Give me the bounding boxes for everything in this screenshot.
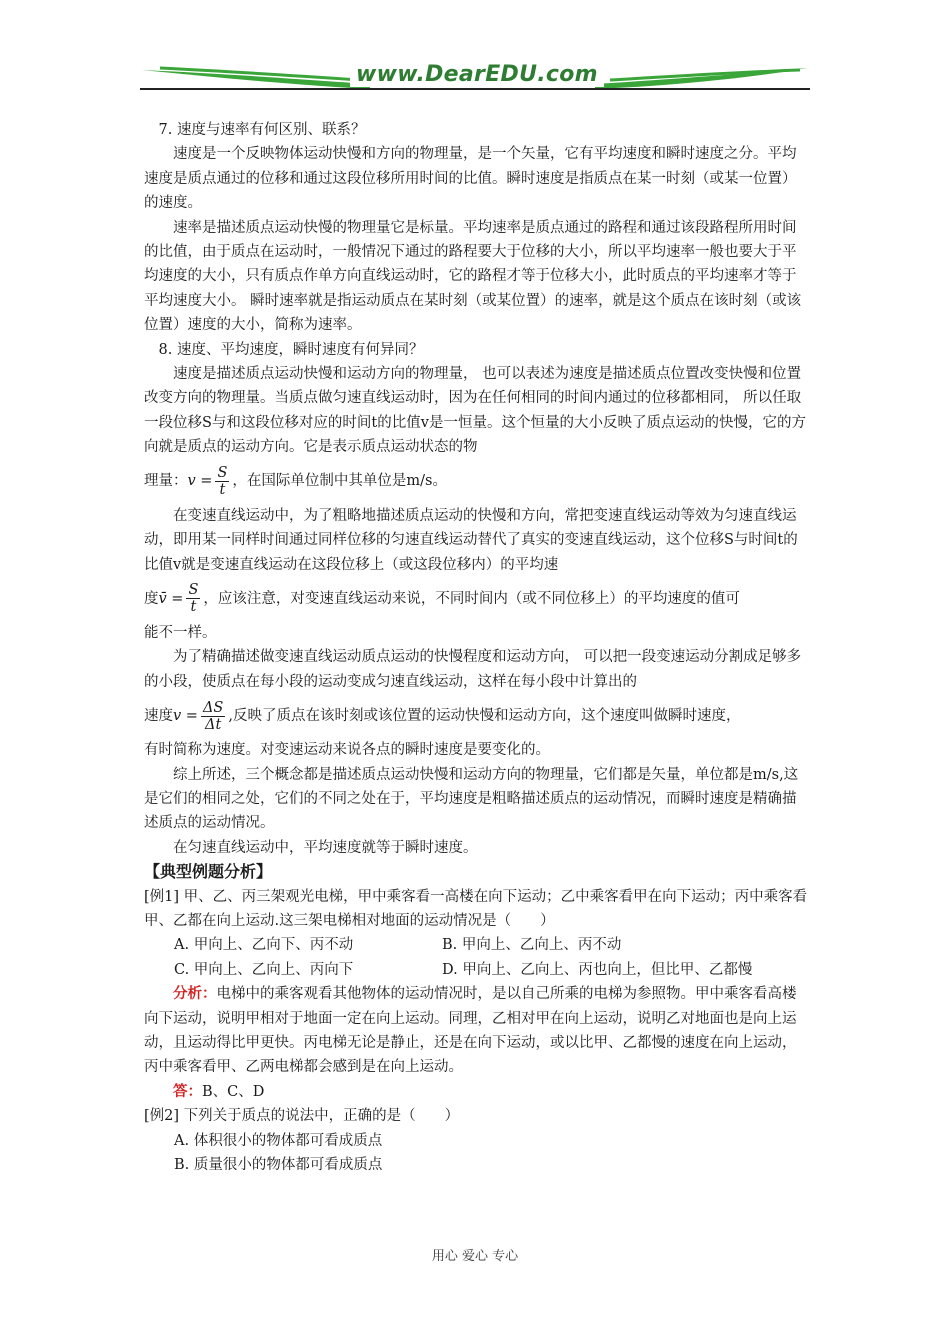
site-logo: www.DearEDU.com bbox=[350, 62, 604, 87]
formula-2-numerator: S bbox=[188, 582, 199, 599]
answer-text: B、C、D bbox=[202, 1083, 265, 1100]
example-1-option-a: A. 甲向上、乙向下、丙不动 bbox=[174, 937, 354, 954]
question-8-paragraph-4: 综上所述，三个概念都是描述质点运动快慢和运动方向的物理量，它们都是矢量，单位都是m/s,这是它们的相同之处，它们的不同之处在于，平均速度是粗略描述质点的运动情况，而瞬时速度是精确描述质点的运动情况。 bbox=[144, 766, 799, 832]
example-1-options-row-1 bbox=[144, 933, 808, 957]
formula-1-prefix: 理量： bbox=[144, 473, 188, 490]
question-8-paragraph-2: 在变速直线运动中，为了粗略地描述质点运动的快慢和方向，常把变速直线运动等效为匀速直线运动，即用某一同样时间通过同样位移的匀速直线运动替代了真实的变速直线运动，这个位移S与时间t的比值v就是变速直线运动在这段位移上（或这段位移内）的平均速 bbox=[144, 507, 798, 573]
formula-2-prefix: 度 bbox=[144, 590, 159, 607]
example-1-option-d: D. 甲向上、乙向上、丙也向上，但比甲、乙都慢 bbox=[442, 961, 753, 978]
formula-1-lhs: v = bbox=[187, 473, 213, 490]
question-8-paragraph-5: 在匀速直线运动中，平均速度就等于瞬时速度。 bbox=[173, 839, 478, 856]
example-2-option-b: B. 质量很小的物体都可看成质点 bbox=[174, 1157, 383, 1174]
formula-3-numerator: ΔS bbox=[202, 699, 224, 716]
answer-label: 答： bbox=[173, 1083, 202, 1100]
formula-2-suffix: ，应该注意，对变速直线运动来说，不同时间内（或不同位移上）的平均速度的值可 bbox=[203, 590, 740, 607]
formula-line-3 bbox=[144, 694, 808, 738]
formula-1-suffix: ，在国际单位制中其单位是m/s。 bbox=[232, 473, 447, 490]
example-1-option-c: C. 甲向上、乙向上、丙向下 bbox=[174, 961, 354, 978]
formula-line-2 bbox=[144, 577, 808, 621]
question-7-paragraph-1: 速度是一个反映物体运动快慢和方向的物理量，是一个矢量，它有平均速度和瞬时速度之分。平均速度是质点通过的位移和通过这段位移所用时间的比值。瞬时速度是指质点在某一时刻（或某一位置）的速度。 bbox=[144, 146, 797, 212]
formula-1-denominator: t bbox=[219, 482, 226, 499]
page-footer: 用心 爱心 专心 bbox=[431, 1249, 519, 1264]
example-1-option-b: B. 甲向上、乙向上、丙不动 bbox=[442, 937, 622, 954]
formula-3-lhs: v = bbox=[173, 707, 198, 724]
example-1-answer bbox=[144, 1080, 808, 1104]
formula-line-1 bbox=[144, 460, 808, 504]
question-8-paragraph-3-end: 有时简称为速度。对变速运动来说各点的瞬时速度是要变化的。 bbox=[144, 742, 550, 759]
page-header bbox=[140, 60, 810, 96]
question-8-paragraph-3: 为了精确描述做变速直线运动质点运动的快慢程度和运动方向， 可以把一段变速运动分割成足够多的小段，使质点在每小段的运动变成匀速直线运动，这样在每小段中计算出的 bbox=[144, 649, 802, 690]
analysis-label: 分析： bbox=[173, 986, 217, 1003]
example-1-stem: [例1] 甲、乙、丙三架观光电梯，甲中乘客看一高楼在向下运动；乙中乘客看甲在向下运动；丙中乘客看甲、乙都在向上运动.这三架电梯相对地面的运动情况是（ ） bbox=[144, 888, 808, 929]
formula-3-prefix: 速度 bbox=[144, 707, 173, 724]
formula-2-fraction bbox=[186, 582, 200, 615]
formula-2-lhs: v̄ = bbox=[158, 590, 184, 607]
question-7-paragraph-2: 速率是描述质点运动快慢的物理量它是标量。平均速率是质点通过的路程和通过该段路程所用时间的比值，由于质点在运动时，一般情况下通过的路程要大于位移的大小，所以平均速率一般也要大于平均速度的大小，只有质点作单方向直线运动时，它的路程才等于位移大小，此时质点的平均速率才等于平均速度大小。 瞬时速率就是指运动质点在某时刻（或某位置）的速率，就是这个质点在该时刻（或该位置）速度的大小，简称为速率。 bbox=[144, 219, 802, 334]
formula-3-fraction bbox=[201, 700, 225, 733]
example-1-analysis bbox=[144, 982, 808, 1080]
question-7-title: 7. 速度与速率有何区别、联系？ bbox=[158, 122, 366, 138]
formula-1-fraction bbox=[215, 465, 229, 498]
header-rule bbox=[140, 88, 810, 90]
question-8-title: 8. 速度、平均速度，瞬时速度有何异同？ bbox=[158, 341, 424, 358]
formula-3-suffix: ,反映了质点在该时刻或该位置的运动快慢和运动方向，这个速度叫做瞬时速度， bbox=[228, 707, 741, 724]
formula-2-denominator: t bbox=[190, 599, 197, 616]
document-body bbox=[144, 118, 808, 1177]
formula-1-numerator: S bbox=[217, 465, 228, 482]
section-title: 【典型例题分析】 bbox=[144, 862, 273, 882]
example-2-option-a: A. 体积很小的物体都可看成质点 bbox=[174, 1132, 383, 1149]
example-2-stem: [例2] 下列关于质点的说法中，正确的是（ ） bbox=[144, 1108, 460, 1125]
analysis-text: 电梯中的乘客观看其他物体的运动情况时，是以自己所乘的电梯为参照物。甲中乘客看高楼向下运动，说明甲相对于地面一定在向上运动。同理，乙相对甲在向上运动，说明乙对地面也是向上运动，且运动得比甲更快。丙电梯无论是静止，还是在向下运动，或以比甲、乙都慢的速度在向上运动， 丙中乘客看甲、乙两电梯都会感到是在向上运动。 bbox=[144, 986, 797, 1076]
question-8-paragraph-1: 速度是描述质点运动快慢和运动方向的物理量， 也可以表述为速度是描述质点位置改变快慢和位置改变方向的物理量。当质点做匀速直线运动时，因为在任何相同的时间内通过的位移都相同， 所以任取一段位移S与和这段位移对应的时间t的比值v是一恒量。这个恒量的大小反映了质点运动的快慢，它的方向就是质点的运动方向。它是表示质点运动状态的物 bbox=[144, 366, 806, 456]
question-8-paragraph-2-end: 能不一样。 bbox=[144, 624, 217, 641]
example-1-options-row-2 bbox=[144, 958, 808, 982]
formula-3-denominator: Δt bbox=[205, 716, 222, 733]
